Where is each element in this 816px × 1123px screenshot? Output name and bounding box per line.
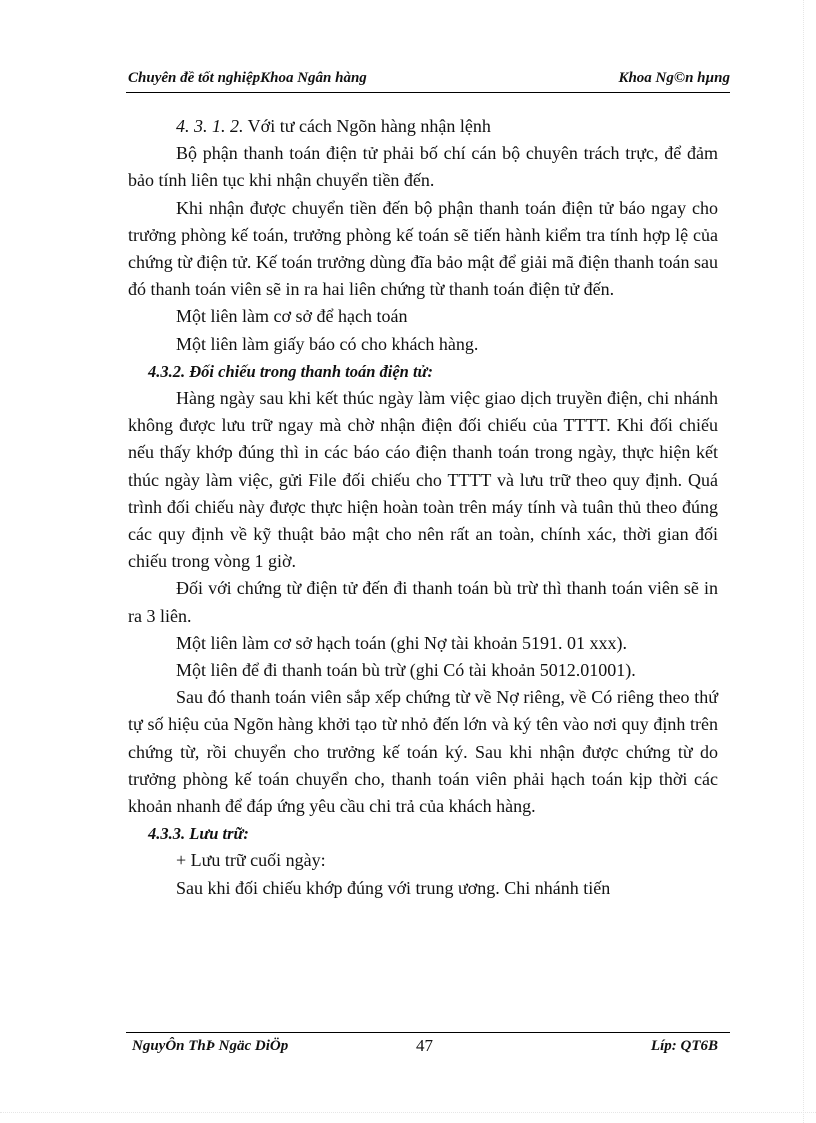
paragraph-4-3-1-2 xyxy=(128,113,718,140)
header-rule xyxy=(126,92,730,93)
paragraph: Một liên làm giấy báo có cho khách hàng. xyxy=(176,333,479,354)
page-body xyxy=(128,113,718,902)
paragraph: Một liên làm cơ sở để hạch toán xyxy=(176,306,408,327)
header-left-title: Chuyên đề tốt nghiệpKhoa Ngân hàng xyxy=(128,70,367,86)
header-right-title: Khoa Ng©n hµng xyxy=(618,70,730,86)
footer-author: NguyÔn ThÞ Ngäc DiÖp xyxy=(132,1038,289,1054)
paragraph: Hàng ngày sau khi kết thúc ngày làm việc giao dịch truyền điện, chi nhánh không được lưu trữ ngay mà chờ nhận điện đối chiếu của TTTT. Khi đối chiếu nếu thấy khớp đúng thì in các báo cáo điện thanh toán trong ngày, thực hiện kết thúc ngày làm việc, gửi File đối chiếu cho TTTT và lưu trữ theo quy định. Quá trình đối chiếu này được thực hiện hoàn toàn trên máy tính và tuân thủ theo đúng các quy định về kỹ thuật bảo mật cho nên rất an toàn, chính xác, thời gian đối chiếu trong vòng 1 giờ. xyxy=(128,388,718,572)
page-footer xyxy=(128,1036,718,1060)
paragraph: + Lưu trữ cuối ngày: xyxy=(176,850,326,871)
footer-class: Líp: QT6B xyxy=(650,1038,718,1054)
footer-rule xyxy=(126,1032,730,1033)
paragraph: Khi nhận được chuyển tiền đến bộ phận thanh toán điện tử báo ngay cho trưởng phòng kế toán, trưởng phòng kế toán sẽ tiến hành kiểm tra tính hợp lệ của chứng từ điện tử. Kế toán trưởng dùng đĩa bảo mật để giải mã điện thanh toán sau đó thanh toán viên sẽ in ra hai liên chứng từ thanh toán điện tử đến. xyxy=(128,197,718,300)
heading-4-3-3: 4.3.3. Lưu trữ: xyxy=(148,824,249,844)
paragraph: Một liên để đi thanh toán bù trừ (ghi Có tài khoản 5012.01001). xyxy=(176,660,636,681)
heading-4-3-2: 4.3.2. Đối chiếu trong thanh toán điện tử: xyxy=(148,361,433,381)
paragraph: Sau đó thanh toán viên sắp xếp chứng từ về Nợ riêng, về Có riêng theo thứ tự số hiệu của Ngõn hàng khởi tạo từ nhỏ đến lớn và ký tên vào nơi quy định trên chứng từ, rồi chuyển cho trưởng kế toán ký. Sau khi nhận được chứng từ do trưởng phòng kế toán chuyển cho, thanh toán viên phải hạch toán kịp thời các khoản nhanh để đáp ứng yêu cầu chi trả của khách hàng. xyxy=(128,687,718,817)
right-dotted-border xyxy=(803,0,804,1123)
section-title: Với tư cách Ngõn hàng nhận lệnh xyxy=(243,116,491,136)
paragraph: Đối với chứng từ điện tử đến đi thanh toán bù trừ thì thanh toán viên sẽ in ra 3 liên. xyxy=(128,578,718,626)
paragraph: Sau khi đối chiếu khớp đúng với trung ương. Chi nhánh tiến xyxy=(176,877,611,898)
page-number: 47 xyxy=(416,1036,433,1055)
page-header xyxy=(128,66,730,92)
bottom-dotted-border xyxy=(0,1112,816,1113)
paragraph: Bộ phận thanh toán điện tử phải bố chí cán bộ chuyên trách trực, để đảm bảo tính liên tục khi nhận chuyển tiền đến. xyxy=(128,143,718,191)
paragraph: Một liên làm cơ sở hạch toán (ghi Nợ tài khoản 5191. 01 xxx). xyxy=(176,632,627,653)
section-number: 4. 3. 1. 2. xyxy=(176,116,244,136)
